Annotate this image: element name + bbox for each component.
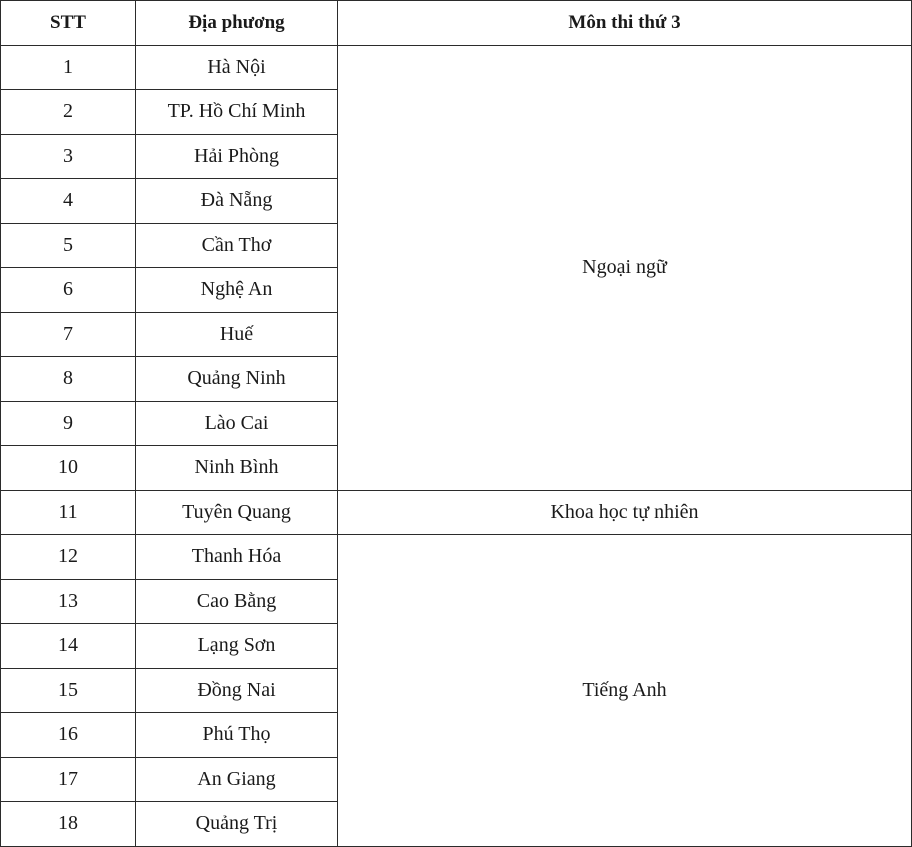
row-stt: 13 [1,579,136,624]
row-locality: Quảng Ninh [136,357,338,402]
row-stt: 1 [1,45,136,90]
row-stt: 6 [1,268,136,313]
row-locality: An Giang [136,757,338,802]
subject-group-foreign-language: Ngoại ngữ [338,45,912,490]
row-stt: 12 [1,535,136,580]
row-locality: Cần Thơ [136,223,338,268]
row-stt: 9 [1,401,136,446]
header-subject: Môn thi thứ 3 [338,1,912,46]
row-stt: 14 [1,624,136,669]
row-stt: 7 [1,312,136,357]
row-stt: 8 [1,357,136,402]
row-locality: Đồng Nai [136,668,338,713]
row-stt: 16 [1,713,136,758]
header-row [1,1,912,46]
row-stt: 18 [1,802,136,847]
row-locality: Hải Phòng [136,134,338,179]
row-stt: 3 [1,134,136,179]
subject-group-english: Tiếng Anh [338,535,912,847]
subject-group-natural-science: Khoa học tự nhiên [338,490,912,535]
row-locality: Quảng Trị [136,802,338,847]
header-stt: STT [1,1,136,46]
row-stt: 4 [1,179,136,224]
table-row [1,490,912,535]
header-locality: Địa phương [136,1,338,46]
row-locality: Cao Bằng [136,579,338,624]
row-stt: 10 [1,446,136,491]
row-stt: 15 [1,668,136,713]
row-locality: Ninh Bình [136,446,338,491]
row-locality: Lạng Sơn [136,624,338,669]
table-row [1,535,912,580]
row-locality: Phú Thọ [136,713,338,758]
row-locality: Đà Nẵng [136,179,338,224]
row-locality: Nghệ An [136,268,338,313]
row-locality: Hà Nội [136,45,338,90]
row-locality: Tuyên Quang [136,490,338,535]
row-locality: Lào Cai [136,401,338,446]
table-row [1,45,912,90]
row-locality: TP. Hồ Chí Minh [136,90,338,135]
row-stt: 11 [1,490,136,535]
row-locality: Huế [136,312,338,357]
row-stt: 17 [1,757,136,802]
row-stt: 2 [1,90,136,135]
row-stt: 5 [1,223,136,268]
row-locality: Thanh Hóa [136,535,338,580]
